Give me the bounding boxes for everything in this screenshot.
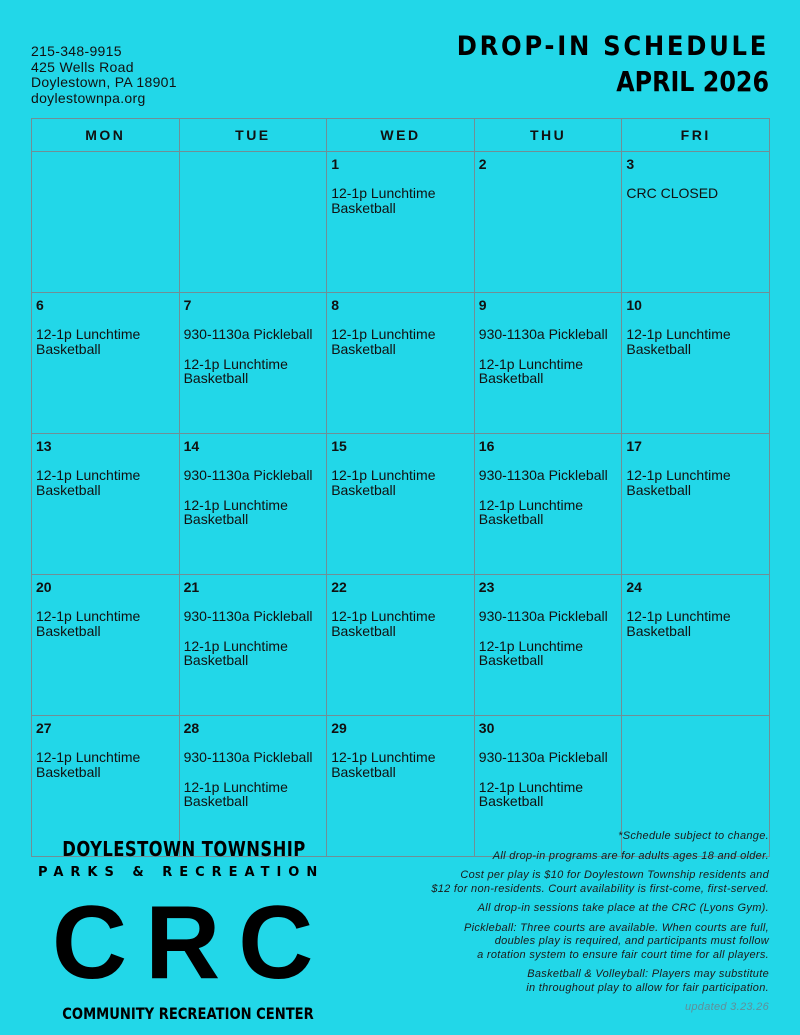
calendar-event: 12-1p Lunchtime Basketball (331, 185, 436, 216)
day-number: 17 (626, 438, 642, 454)
calendar-event: 12-1p Lunchtime Basketball (478, 496, 584, 527)
website: doylestownpa.org (31, 89, 146, 106)
day-number (626, 720, 765, 736)
calendar-event: 12-1p Lunchtime Basketball (626, 467, 731, 498)
calendar-day-cell (474, 152, 622, 293)
weekday-header-row (32, 119, 770, 152)
calendar-event: 12-1p Lunchtime Basketball (36, 749, 141, 780)
logo-parks-rec: PARKS & RECREATION (38, 865, 325, 880)
day-number: 15 (331, 438, 347, 454)
calendar-event: 930-1130a Pickleball (478, 467, 608, 483)
calendar-event: 12-1p Lunchtime Basketball (36, 326, 141, 357)
calendar-week-row (32, 575, 770, 716)
day-number: 20 (36, 579, 52, 595)
weekday-tue: TUE (179, 119, 327, 152)
calendar-day-cell (622, 152, 770, 293)
logo-community-center: COMMUNITY RECREATION CENTER (62, 1004, 314, 1023)
weekday-fri: FRI (622, 119, 770, 152)
calendar-event: 12-1p Lunchtime Basketball (183, 778, 288, 809)
day-number: 9 (478, 297, 487, 313)
weekday-thu: THU (474, 119, 622, 152)
calendar-event: 12-1p Lunchtime Basketball (331, 749, 436, 780)
day-number: 30 (478, 720, 495, 736)
note-n6 (431, 968, 769, 995)
weekday-wed: WED (327, 119, 475, 152)
calendar-week-row (32, 152, 770, 293)
calendar-event: 930-1130a Pickleball (478, 749, 608, 765)
calendar-event: 12-1p Lunchtime Basketball (626, 608, 731, 639)
note-line: $12 for non-residents. Court availability is first-come, first-served. (431, 882, 769, 895)
calendar-day-cell (474, 293, 622, 434)
day-number: 14 (183, 438, 200, 454)
calendar-event: 12-1p Lunchtime Basketball (36, 467, 141, 498)
calendar-day-cell (179, 293, 327, 434)
day-number: 6 (36, 297, 44, 313)
calendar-week-row (32, 293, 770, 434)
note-n2 (431, 850, 769, 864)
contact-info (31, 44, 177, 106)
calendar-event: 12-1p Lunchtime Basketball (36, 608, 141, 639)
calendar-day-cell (179, 575, 327, 716)
note-line: All drop-in sessions take place at the CRC (Lyons Gym). (477, 902, 769, 914)
day-number: 10 (626, 297, 642, 313)
note-n4 (431, 902, 769, 916)
phone: 215-348-9915 (31, 43, 122, 59)
day-number: 27 (36, 720, 52, 736)
note-line: Cost per play is $10 for Doylestown Township residents and (460, 869, 769, 881)
calendar-event: 12-1p Lunchtime Basketball (478, 637, 584, 668)
calendar-event: 12-1p Lunchtime Basketball (331, 467, 436, 498)
calendar-event: 930-1130a Pickleball (183, 749, 313, 765)
calendar-event: 12-1p Lunchtime Basketball (183, 637, 288, 668)
day-number: 24 (626, 579, 642, 595)
day-number: 3 (626, 156, 635, 172)
updated-date: updated 3.23.26 (684, 1001, 769, 1013)
street-address: 425 Wells Road (31, 58, 134, 75)
calendar-event: CRC CLOSED (626, 185, 719, 201)
calendar-day-cell (32, 575, 180, 716)
title-line1: DROP-IN SCHEDULE (456, 31, 769, 62)
day-number (36, 156, 175, 172)
calendar-day-cell (622, 434, 770, 575)
day-number: 2 (478, 156, 487, 172)
day-number: 21 (183, 579, 200, 595)
crc-logo (38, 836, 332, 1024)
calendar-day-cell (179, 434, 327, 575)
day-number: 29 (331, 720, 347, 736)
calendar-day-cell (32, 434, 180, 575)
logo-crc: CRC (52, 885, 332, 1001)
calendar-event: 12-1p Lunchtime Basketball (478, 778, 584, 809)
day-number: 8 (331, 297, 339, 313)
calendar-event: 930-1130a Pickleball (478, 608, 608, 624)
calendar-day-cell (32, 152, 180, 293)
note-line: in throughout play to allow for fair participation. (526, 981, 769, 994)
day-number: 28 (183, 720, 200, 736)
calendar-event: 930-1130a Pickleball (183, 467, 313, 483)
calendar-event: 930-1130a Pickleball (478, 326, 608, 342)
calendar-day-cell (327, 152, 475, 293)
day-number: 16 (478, 438, 495, 454)
weekday-mon: MON (32, 119, 180, 152)
note-n3 (431, 869, 769, 896)
calendar-day-cell (327, 293, 475, 434)
calendar-event: 12-1p Lunchtime Basketball (331, 326, 436, 357)
title-month: APRIL 2026 (616, 65, 769, 98)
calendar-event: 930-1130a Pickleball (183, 608, 313, 624)
note-line: All drop-in programs are for adults ages 18 and older. (492, 849, 769, 862)
calendar-event: 12-1p Lunchtime Basketball (331, 608, 436, 639)
calendar-grid (31, 118, 770, 857)
day-number: 1 (331, 156, 339, 172)
logo-township: DOYLESTOWN TOWNSHIP (62, 837, 306, 861)
calendar-event: 12-1p Lunchtime Basketball (626, 326, 731, 357)
note-line: Basketball & Volleyball: Players may substitute (527, 968, 769, 980)
calendar-event: 930-1130a Pickleball (183, 326, 313, 342)
calendar-event: 12-1p Lunchtime Basketball (183, 496, 288, 527)
note-line: a rotation system to ensure fair court time for all players. (477, 948, 769, 961)
note-line: doubles play is required, and participants must follow (494, 935, 769, 947)
city-state-zip: Doylestown, PA 18901 (31, 74, 177, 90)
day-number: 7 (183, 297, 192, 313)
note-line: Pickleball: Three courts are available. When courts are full, (463, 921, 769, 934)
day-number: 22 (331, 579, 347, 595)
calendar-day-cell (474, 575, 622, 716)
note-n5 (431, 922, 769, 963)
calendar-day-cell (474, 434, 622, 575)
calendar-body (32, 152, 770, 857)
schedule-notes (431, 830, 769, 1021)
calendar-day-cell (32, 293, 180, 434)
day-number: 23 (478, 579, 495, 595)
calendar-week-row (32, 434, 770, 575)
calendar-day-cell (327, 434, 475, 575)
calendar-event: 12-1p Lunchtime Basketball (478, 355, 584, 386)
calendar-day-cell (179, 152, 327, 293)
day-number (184, 156, 323, 172)
calendar-event: 12-1p Lunchtime Basketball (183, 355, 288, 386)
calendar-day-cell (622, 293, 770, 434)
calendar-day-cell (622, 575, 770, 716)
schedule-title (422, 30, 769, 100)
note-n1 (431, 830, 769, 844)
calendar-day-cell (327, 575, 475, 716)
note-line: *Schedule subject to change. (618, 830, 769, 842)
day-number: 13 (36, 438, 52, 454)
